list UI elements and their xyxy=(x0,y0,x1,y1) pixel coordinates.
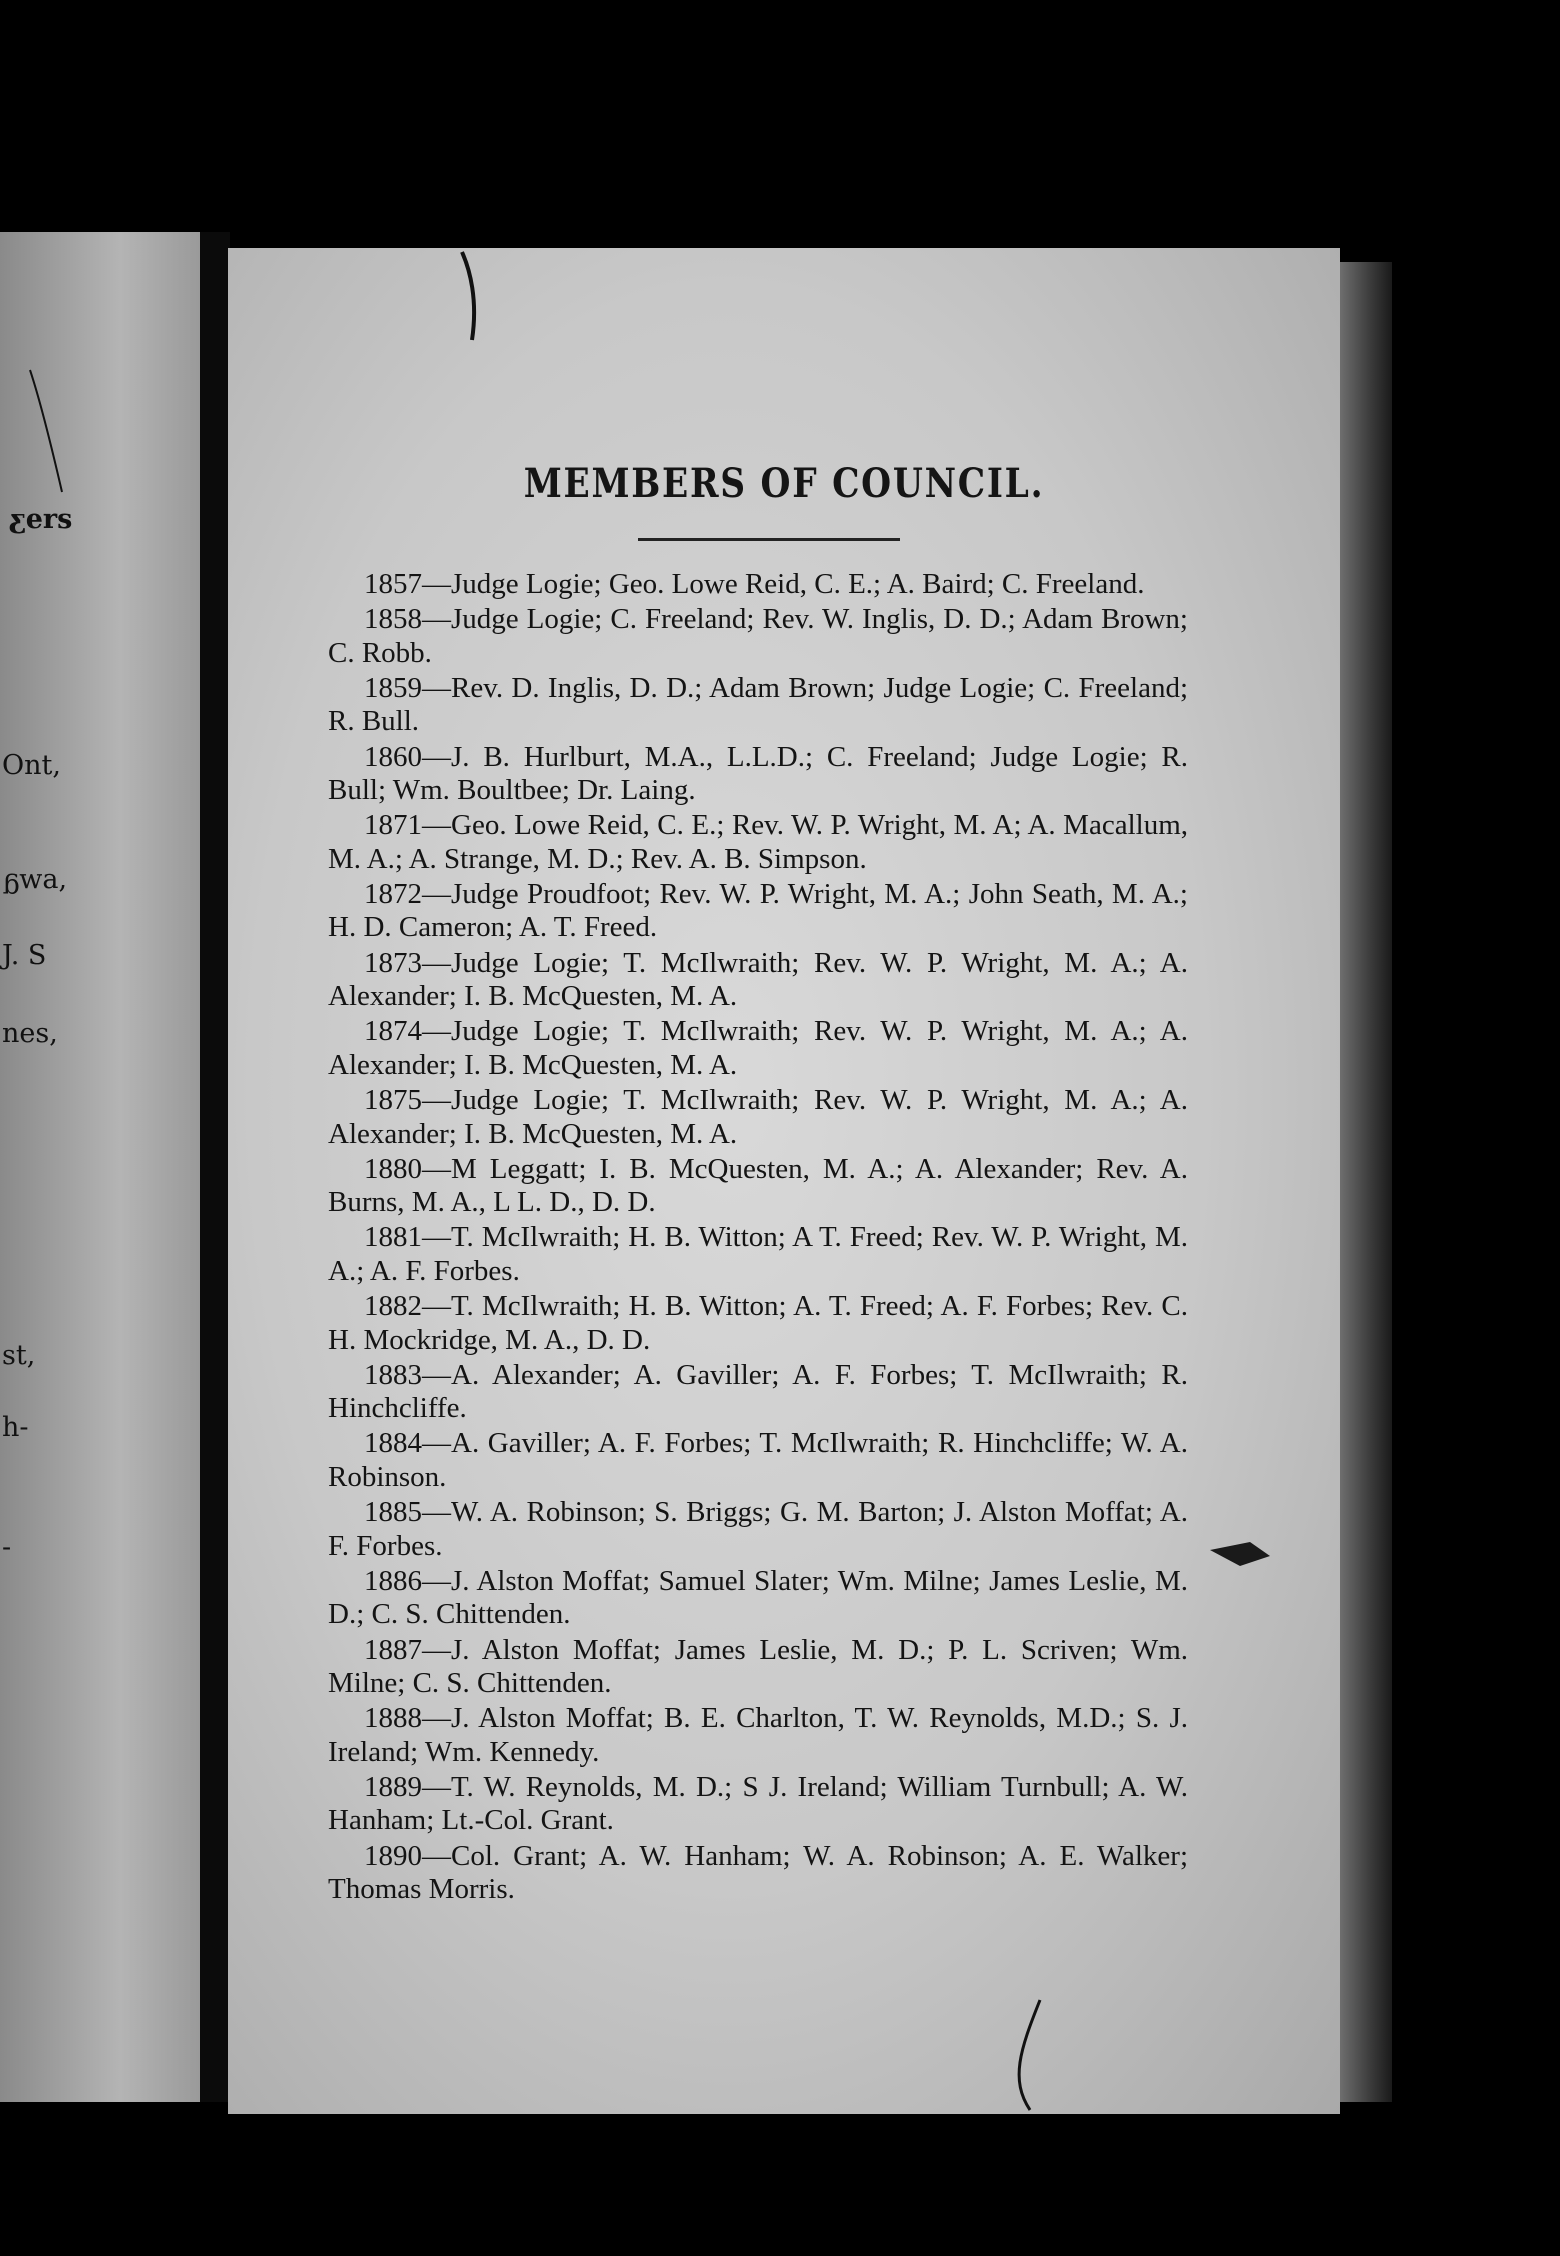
council-year-entry: 1884—A. Gaviller; A. F. Forbes; T. McIlwraith; R. Hinchcliffe; W. A. Robinson. xyxy=(328,1427,1188,1493)
page-title: MEMBERS OF COUNCIL. xyxy=(523,460,1045,507)
council-year-entry: 1873—Judge Logie; T. McIlwraith; Rev. W. P. Wright, M. A.; A. Alexander; I. B. McQuesten, M. A. xyxy=(328,946,1188,1013)
page-edge-shadow xyxy=(1340,262,1392,2102)
left-page-fragment: nes, xyxy=(2,1018,58,1049)
council-year-entry: 1883—A. Alexander; A. Gaviller; A. F. Forbes; T. McIlwraith; R. Hinchcliffe. xyxy=(328,1358,1188,1425)
council-year-entry: 1881—T. McIlwraith; H. B. Witton; A T. Freed; Rev. W. P. Wright, M. A.; A. F. Forbes. xyxy=(328,1221,1188,1287)
council-year-entry: 1886—J. Alston Moffat; Samuel Slater; Wm. Milne; James Leslie, M. D.; C. S. Chittenden. xyxy=(328,1564,1188,1631)
left-page-fragment: st, xyxy=(2,1340,36,1371)
title-underline-rule xyxy=(638,538,900,541)
left-page-fragment: h- xyxy=(2,1412,29,1443)
left-page-fragment: Ont, xyxy=(2,750,61,781)
council-year-entry: 1890—Col. Grant; A. W. Hanham; W. A. Robinson; A. E. Walker; Thomas Morris. xyxy=(328,1839,1188,1906)
council-year-entry: 1859—Rev. D. Inglis, D. D.; Adam Brown; Judge Logie; C. Freeland; R. Bull. xyxy=(328,671,1188,738)
council-member-list xyxy=(328,568,1188,1908)
left-page-fragment: ᵷwa, xyxy=(2,864,68,895)
council-year-entry: 1857—Judge Logie; Geo. Lowe Reid, C. E.; A. Baird; C. Freeland. xyxy=(364,568,1145,600)
council-year-entry: 1880—M Leggatt; I. B. McQuesten, M. A.; A. Alexander; Rev. A. Burns, M. A., L L. D., D. D. xyxy=(328,1152,1188,1219)
council-year-entry: 1872—Judge Proudfoot; Rev. W. P. Wright, M. A.; John Seath, M. A.; H. D. Cameron; A. T. Freed. xyxy=(328,877,1188,944)
council-year-entry: 1885—W. A. Robinson; S. Briggs; G. M. Barton; J. Alston Moffat; A. F. Forbes. xyxy=(328,1496,1188,1562)
left-facing-page xyxy=(0,232,200,2102)
council-year-entry: 1882—T. McIlwraith; H. B. Witton; A. T. Freed; A. F. Forbes; Rev. C. H. Mockridge, M. A., D. D. xyxy=(328,1290,1188,1356)
council-year-entry: 1875—Judge Logie; T. McIlwraith; Rev. W. P. Wright, M. A.; A. Alexander; I. B. McQuesten, M. A. xyxy=(328,1084,1188,1150)
council-year-entry: 1887—J. Alston Moffat; James Leslie, M. D.; P. L. Scriven; Wm. Milne; C. S. Chittenden. xyxy=(328,1633,1188,1699)
left-page-fragment: J. S xyxy=(2,940,47,971)
left-page-fragment: - xyxy=(2,1532,12,1563)
council-year-entry: 1874—Judge Logie; T. McIlwraith; Rev. W. P. Wright, M. A.; A. Alexander; I. B. McQuesten, M. A. xyxy=(328,1015,1188,1081)
council-year-entry: 1858—Judge Logie; C. Freeland; Rev. W. Inglis, D. D.; Adam Brown; C. Robb. xyxy=(328,603,1188,669)
left-page-fragment: ƹers xyxy=(8,504,73,535)
council-year-entry: 1889—T. W. Reynolds, M. D.; S J. Ireland; William Turnbull; A. W. Hanham; Lt.-Col. Grant. xyxy=(328,1770,1188,1837)
council-year-entry: 1860—J. B. Hurlburt, M.A., L.L.D.; C. Freeland; Judge Logie; R. Bull; Wm. Boultbee; Dr. Laing. xyxy=(328,740,1188,807)
document-page xyxy=(228,248,1340,2114)
book-gutter xyxy=(200,232,230,2102)
council-year-entry: 1871—Geo. Lowe Reid, C. E.; Rev. W. P. Wright, M. A; A. Macallum, M. A.; A. Strange, M. D.; Rev. A. B. Simpson. xyxy=(328,809,1188,875)
council-year-entry: 1888—J. Alston Moffat; B. E. Charlton, T. W. Reynolds, M.D.; S. J. Ireland; Wm. Kennedy. xyxy=(328,1702,1188,1768)
